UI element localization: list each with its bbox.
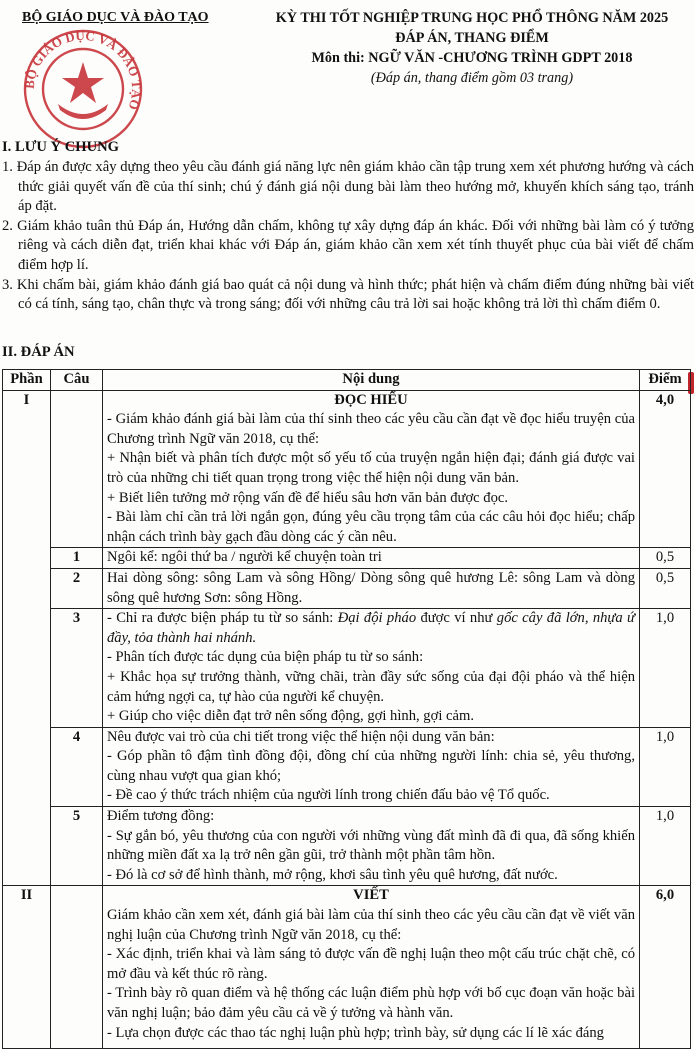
table-header-row — [3, 370, 691, 391]
part-title: ĐỌC HIỂU — [334, 391, 408, 408]
table-row — [3, 886, 691, 1048]
content-line: + Giúp cho việc diễn đạt trở nên sống động, gợi hình, gợi cảm. — [107, 708, 474, 725]
question-number: 4 — [51, 727, 103, 806]
official-seal-icon — [18, 24, 148, 154]
col-header-part: Phần — [3, 370, 51, 391]
content-line: + Nhận biết và phân tích được một số yếu tố của truyện ngắn hiện đại; đánh giá được vai trò của những chi tiết quan trọng trong việc thể hiện nội dung văn bản. — [107, 450, 635, 486]
col-header-question: Câu — [51, 370, 103, 391]
table-row — [3, 568, 691, 608]
col-header-content: Nội dung — [103, 370, 640, 391]
content-line: + Biết liên tưởng mở rộng vấn đề để hiểu sâu hơn văn bản được đọc. — [107, 489, 509, 506]
question-score: 1,0 — [640, 609, 691, 728]
content-line: Điểm tương đồng: — [107, 808, 215, 825]
content-line: Nêu được vai trò của chi tiết trong việc thể hiện nội dung văn bản: — [107, 728, 495, 745]
answer-table — [2, 369, 691, 1049]
exam-name: KỲ THI TỐT NGHIỆP TRUNG HỌC PHỔ THÔNG NĂM 2025 — [275, 10, 669, 26]
document-title: ĐÁP ÁN, THANG ĐIỂM — [395, 30, 549, 46]
question-number: 3 — [51, 609, 103, 728]
general-notes-title: I. LƯU Ý CHUNG — [2, 139, 120, 155]
content-line: - Góp phần tô đậm tình đồng đội, đồng chí của những người lính: chia sẻ, yêu thương, cùng nhau vượt qua gian khó; — [107, 748, 635, 784]
pages-note: (Đáp án, thang điểm gồm 03 trang) — [370, 70, 574, 86]
part-label: I — [3, 390, 51, 886]
col-header-score: Điểm — [640, 370, 691, 391]
question-content — [103, 548, 640, 569]
table-row — [3, 609, 691, 728]
question-score: 1,0 — [640, 807, 691, 886]
exam-header — [250, 8, 694, 88]
table-row — [3, 390, 691, 548]
part-score: 6,0 — [640, 886, 691, 1048]
question-number: 5 — [51, 807, 103, 886]
content-line: - Sự gắn bó, yêu thương của con người với những vùng đất mình đã đi qua, đã sống khiến những miền đất xa lạ trở nên gần gũi, trở thành một phần tâm hồn. — [107, 827, 635, 864]
question-number — [51, 390, 103, 548]
content-line: - Bài làm chỉ cần trả lời ngắn gọn, đúng yêu cầu trọng tâm của các câu hỏi đọc hiểu; chấp nhận cách trình bày gạch đầu dòng các ý cần nêu. — [107, 509, 635, 545]
question-score: 1,0 — [640, 727, 691, 806]
general-note-2: 2. Giám khảo tuân thủ Đáp án, Hướng dẫn chấm, không tự xây dựng đáp án khác. Đối với những bài làm có ý tưởng riêng và cách diễn đạt, triển khai khác với Đáp án, giám khảo cần xem xét tính thuyết phục của bài viết để chấm điểm hợp lí. — [2, 217, 694, 273]
content-line: - Lựa chọn được các thao tác nghị luận phù hợp; trình bày, sử dụng các lí lẽ xác đáng — [107, 1024, 604, 1041]
content-line: - Đó là cơ sở để hình thành, mở rộng, khơi sâu tình yêu quê hương, đất nước. — [107, 866, 558, 883]
question-score: 0,5 — [640, 548, 691, 569]
svg-text:BỘ GIÁO DỤC VÀ ĐÀO TẠO: BỘ GIÁO DỤC VÀ ĐÀO TẠO — [21, 27, 145, 112]
table-row — [3, 727, 691, 806]
answers-title: II. ĐÁP ÁN — [2, 344, 75, 360]
part-content — [103, 886, 640, 1048]
part-content — [103, 390, 640, 548]
question-content — [103, 807, 640, 886]
question-number: 1 — [51, 548, 103, 569]
subject-line: Môn thi: NGỮ VĂN -CHƯƠNG TRÌNH GDPT 2018 — [311, 50, 633, 66]
table-row — [3, 548, 691, 569]
table-row — [3, 807, 691, 886]
content-line: Ngôi kể: ngôi thứ ba / người kể chuyện toàn tri — [107, 549, 382, 566]
part-title: VIẾT — [353, 887, 389, 904]
content-line: - Đề cao ý thức trách nhiệm của người lính trong chiến đấu bảo vệ Tổ quốc. — [107, 787, 550, 804]
general-notes — [2, 158, 694, 315]
content-line: Hai dòng sông: sông Lam và sông Hồng/ Dòng sông quê hương Lê: sông Lam và dòng sông quê hương Sơn: sông Hồng. — [107, 569, 635, 606]
general-note-1: 1. Đáp án được xây dựng theo yêu cầu đánh giá năng lực nên giám khảo cần tập trung xem xét phương hướng và cách thức giải quyết vấn đề của thí sinh; chú ý đánh giá nội dung bài làm theo hướng mở, khuyến khích sáng tạo, tránh áp đặt. — [2, 159, 694, 215]
content-line: Giám khảo cần xem xét, đánh giá bài làm của thí sinh theo các yêu cầu cần đạt về viết văn nghị luận của Chương trình Ngữ văn 2018, cụ thể: — [107, 907, 635, 943]
part-label: II — [3, 886, 51, 1048]
general-note-3: 3. Khi chấm bài, giám khảo đánh giá bao quát cả nội dung và hình thức; phát hiện và chấm điểm đúng những bài viết có cá tính, sáng tạo, chân thực và trong sáng; đối với những câu trả lời sai hoặc không trả lời thì chấm điểm 0. — [2, 276, 694, 313]
content-line: - Chỉ ra được biện pháp tu từ so sánh: Đại đội pháo được ví như gốc cây đã lớn, nhựa ứ đầy, tỏa thành hai nhánh. — [107, 610, 635, 646]
part-score: 4,0 — [640, 390, 691, 548]
ministry-name: BỘ GIÁO DỤC VÀ ĐÀO TẠO — [22, 10, 209, 25]
content-line: - Phân tích được tác dụng của biện pháp tu từ so sánh: — [107, 649, 424, 666]
content-line: + Khắc họa sự trưởng thành, vững chãi, tràn đầy sức sống của đại đội pháo và thể hiện cảm hứng ngợi ca, tự hào của người kể chuyện. — [107, 668, 635, 705]
content-line: - Trình bày rõ quan điểm và hệ thống các luận điểm phù hợp với bố cục đoạn văn hoặc bài văn nghị luận; bảo đảm yêu cầu cả về ý tưởng và hành văn. — [107, 985, 635, 1021]
question-content — [103, 568, 640, 608]
question-number — [51, 886, 103, 1048]
question-number: 2 — [51, 568, 103, 608]
question-score: 0,5 — [640, 568, 691, 608]
question-content — [103, 609, 640, 728]
content-line: - Xác định, triển khai và làm sáng tỏ được vấn đề nghị luận theo một cấu trúc chặt chẽ, có mở đầu và kết thúc rõ ràng. — [107, 946, 635, 982]
content-line: - Giám khảo đánh giá bài làm của thí sinh theo các yêu cầu cần đạt về đọc hiểu truyện của Chương trình Ngữ văn 2018, cụ thể: — [107, 411, 635, 447]
question-content — [103, 727, 640, 806]
